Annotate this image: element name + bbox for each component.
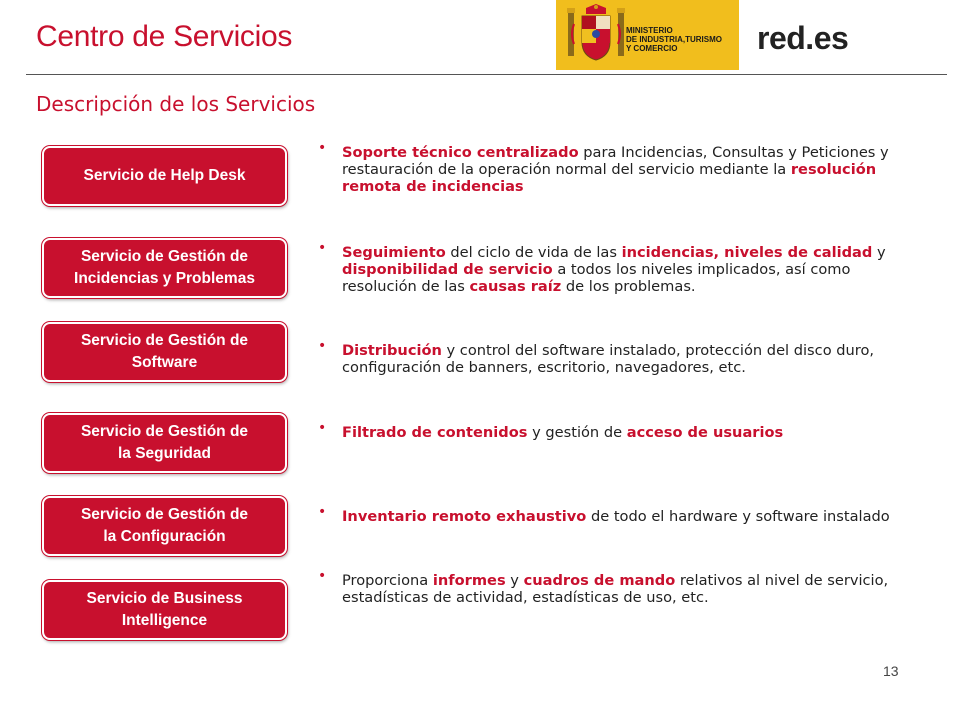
bullet-text (342, 342, 894, 376)
service-label-line1: Servicio de Gestión de (80, 506, 249, 523)
highlighted-text: Inventario remoto exhaustivo (342, 508, 587, 525)
highlighted-text: Soporte técnico centralizado (342, 144, 579, 161)
body-text: relativos al nivel de servicio, estadísticas de actividad, estadísticas de uso, etc. (342, 572, 889, 606)
coat-of-arms-icon (566, 4, 626, 66)
highlighted-text: resolución remota de incidencias (342, 161, 877, 195)
service-configuracion-button[interactable] (42, 496, 287, 556)
page-number: 13 (883, 663, 899, 679)
highlighted-text: Filtrado de contenidos (342, 424, 528, 441)
service-label-line2: la Configuración (103, 528, 226, 545)
highlighted-text: Distribución (342, 342, 442, 359)
header-divider (26, 74, 947, 75)
service-label-line1: Servicio de Gestión de (80, 248, 249, 265)
service-label-line1: Servicio de Business (86, 590, 243, 607)
bullet-dot-icon: • (318, 568, 327, 584)
bullet-dot-icon: • (318, 420, 327, 436)
body-text: y (505, 572, 524, 589)
service-label-line1: Servicio de Gestión de (80, 423, 249, 440)
service-software-button[interactable] (42, 322, 287, 382)
bullet-text (342, 508, 894, 525)
service-label-line2: Software (131, 354, 198, 371)
bullet-text (342, 244, 894, 295)
body-text: y gestión de (527, 424, 627, 441)
service-business-intelligence-button[interactable] (42, 580, 287, 640)
section-subtitle: Descripción de los Servicios (36, 92, 316, 116)
highlighted-text: disponibilidad de servicio (342, 261, 553, 278)
reds-logo: red.es (757, 20, 849, 56)
service-incidencias-button[interactable] (42, 238, 287, 298)
bullet-dot-icon: • (318, 338, 327, 354)
service-help-desk-button[interactable] (42, 146, 287, 206)
ministry-logo (556, 0, 739, 70)
highlighted-text: causas raíz (469, 278, 562, 295)
body-text: Proporciona (342, 572, 433, 589)
bullet-text (342, 572, 894, 606)
body-text: a todos los niveles implicados, así como resolución de las (342, 261, 851, 295)
bullet-dot-icon: • (318, 240, 327, 256)
service-seguridad-button[interactable] (42, 413, 287, 473)
bullet-dot-icon: • (318, 140, 327, 156)
highlighted-text: acceso de usuarios (626, 424, 784, 441)
body-text: y (872, 244, 886, 261)
service-label-line1: Servicio de Help Desk (83, 167, 246, 184)
body-text: y control del software instalado, protección del disco duro, configuración de banners, escritorio, navegadores, etc. (342, 342, 875, 376)
body-text: de todo el hardware y software instalado (586, 508, 890, 525)
body-text: para Incidencias, Consultas y Peticiones y restauración de la operación normal del servicio mediante la (342, 144, 889, 178)
service-label-line2: Intelligence (121, 612, 208, 629)
highlighted-text: incidencias, niveles de calidad (621, 244, 873, 261)
service-label-line1: Servicio de Gestión de (80, 332, 249, 349)
bullet-text (342, 424, 894, 441)
ministry-logo-text: MINISTERIO DE INDUSTRIA,TURISMO Y COMERCIO (626, 26, 722, 53)
highlighted-text: Seguimiento (342, 244, 446, 261)
highlighted-text: informes (432, 572, 506, 589)
body-text: del ciclo de vida de las (445, 244, 622, 261)
bullet-dot-icon: • (318, 504, 327, 520)
highlighted-text: cuadros de mando (523, 572, 676, 589)
page-title: Centro de Servicios (36, 20, 293, 53)
bullet-text (342, 144, 894, 195)
body-text: de los problemas. (561, 278, 696, 295)
service-label-line2: la Seguridad (117, 445, 211, 462)
service-label-line2: Incidencias y Problemas (74, 270, 255, 287)
